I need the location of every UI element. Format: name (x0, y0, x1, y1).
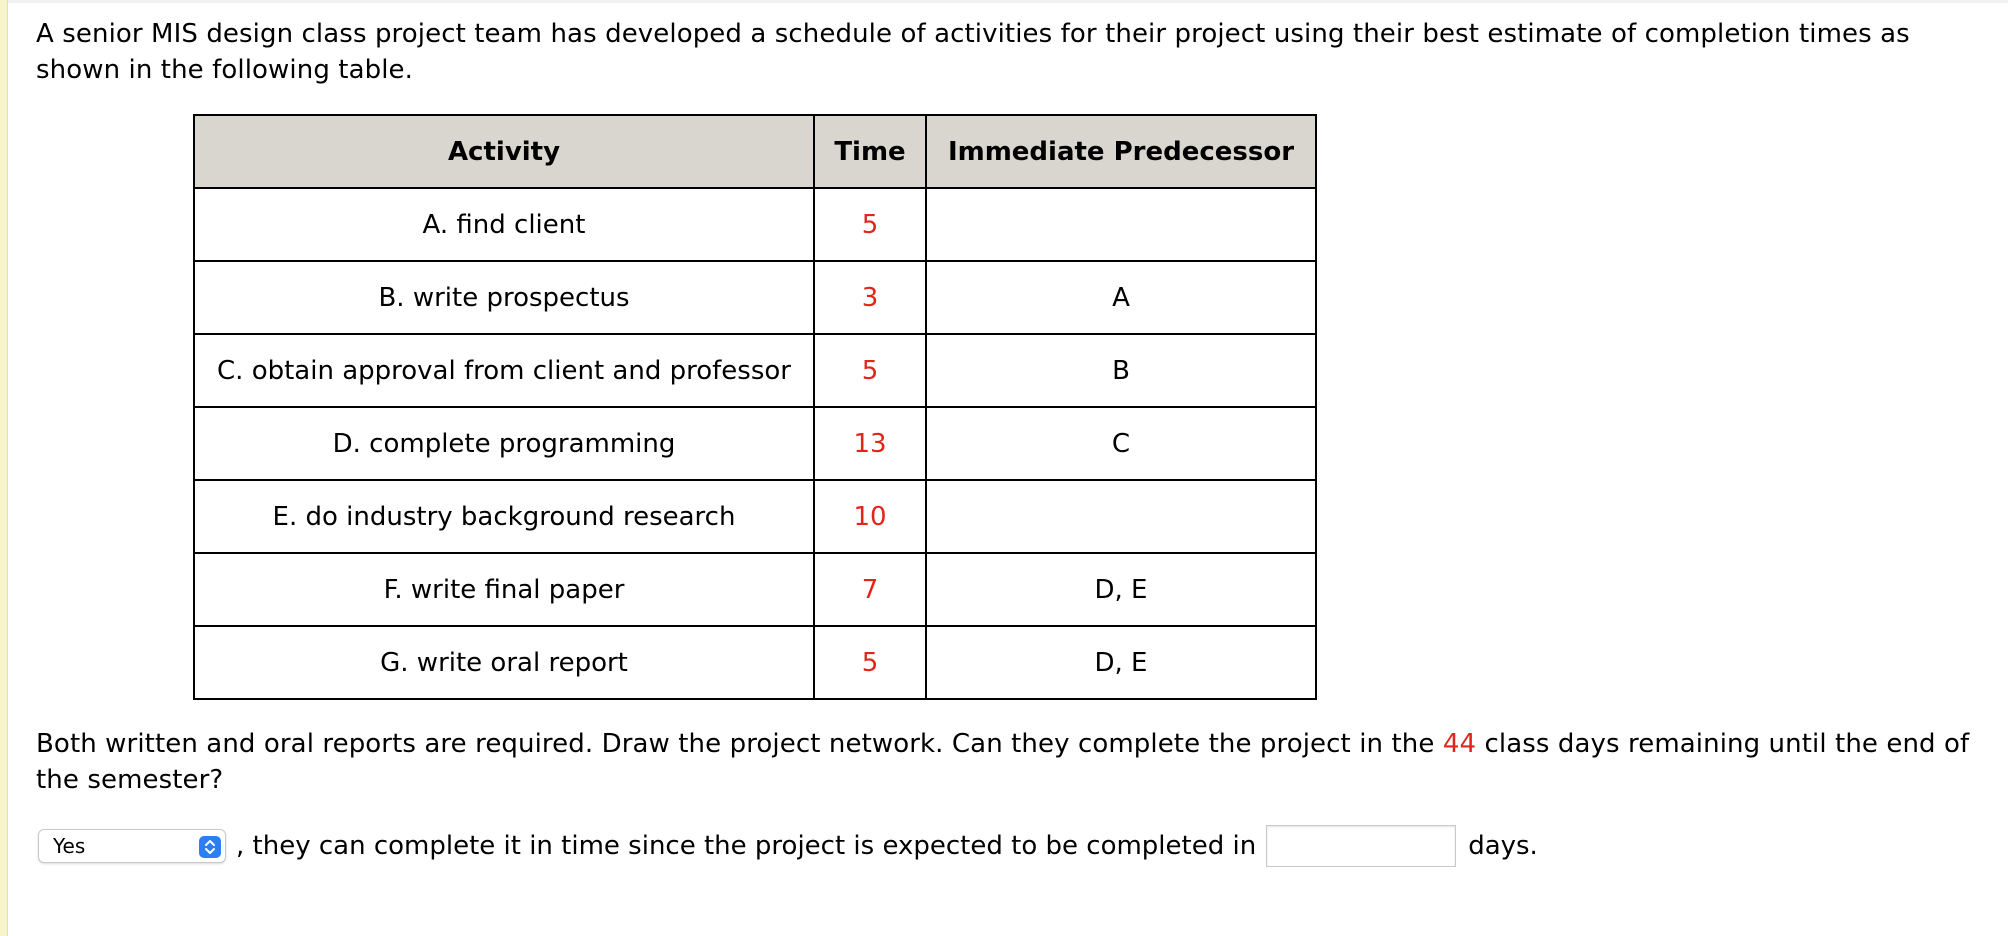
time-cell: 3 (814, 261, 926, 334)
question-text-block (36, 726, 1998, 798)
table-row (194, 261, 1316, 334)
predecessor-cell: A (926, 261, 1316, 334)
time-cell: 7 (814, 553, 926, 626)
table-row (194, 626, 1316, 699)
activity-cell: B. write prospectus (194, 261, 814, 334)
predecessor-cell: B (926, 334, 1316, 407)
table-row (194, 188, 1316, 261)
table-row (194, 553, 1316, 626)
time-cell: 10 (814, 480, 926, 553)
answer-sentence: , they can complete it in time since the project is expected to be completed in (236, 831, 1257, 861)
chevron-up-down-icon[interactable] (199, 836, 221, 858)
time-cell: 13 (814, 407, 926, 480)
intro-text: A senior MIS design class project team has developed a schedule of activities for their project using their best estimate of completion times as shown in the following table. (36, 19, 1910, 85)
question-text-after: class days remaining until the end of the semester? (36, 729, 1970, 795)
left-margin-bar (0, 0, 8, 936)
activity-cell: D. complete programming (194, 407, 814, 480)
yes-no-dropdown[interactable] (38, 829, 226, 863)
answer-row (38, 825, 1538, 867)
predecessor-cell: C (926, 407, 1316, 480)
table-row (194, 480, 1316, 553)
table-header-row (194, 115, 1316, 188)
dropdown-selected-value: Yes (53, 834, 86, 858)
activity-table (193, 114, 1317, 700)
header-predecessor: Immediate Predecessor (926, 115, 1316, 188)
question-text (36, 726, 1998, 798)
activity-cell: F. write final paper (194, 553, 814, 626)
predecessor-cell: D, E (926, 626, 1316, 699)
days-remaining-value: 44 (1442, 729, 1477, 759)
table-row (194, 334, 1316, 407)
activity-cell: C. obtain approval from client and professor (194, 334, 814, 407)
top-divider (8, 0, 2008, 3)
table-row (194, 407, 1316, 480)
question-text-before: Both written and oral reports are required. Draw the project network. Can they complete the project in the (36, 729, 1443, 759)
time-cell: 5 (814, 334, 926, 407)
completion-days-input[interactable] (1266, 825, 1456, 867)
header-activity: Activity (194, 115, 814, 188)
days-suffix: days. (1468, 831, 1538, 861)
predecessor-cell (926, 480, 1316, 553)
activity-cell: A. find client (194, 188, 814, 261)
predecessor-cell: D, E (926, 553, 1316, 626)
predecessor-cell (926, 188, 1316, 261)
question-content (36, 16, 1998, 88)
header-time: Time (814, 115, 926, 188)
time-cell: 5 (814, 626, 926, 699)
activity-cell: E. do industry background research (194, 480, 814, 553)
activity-cell: G. write oral report (194, 626, 814, 699)
time-cell: 5 (814, 188, 926, 261)
